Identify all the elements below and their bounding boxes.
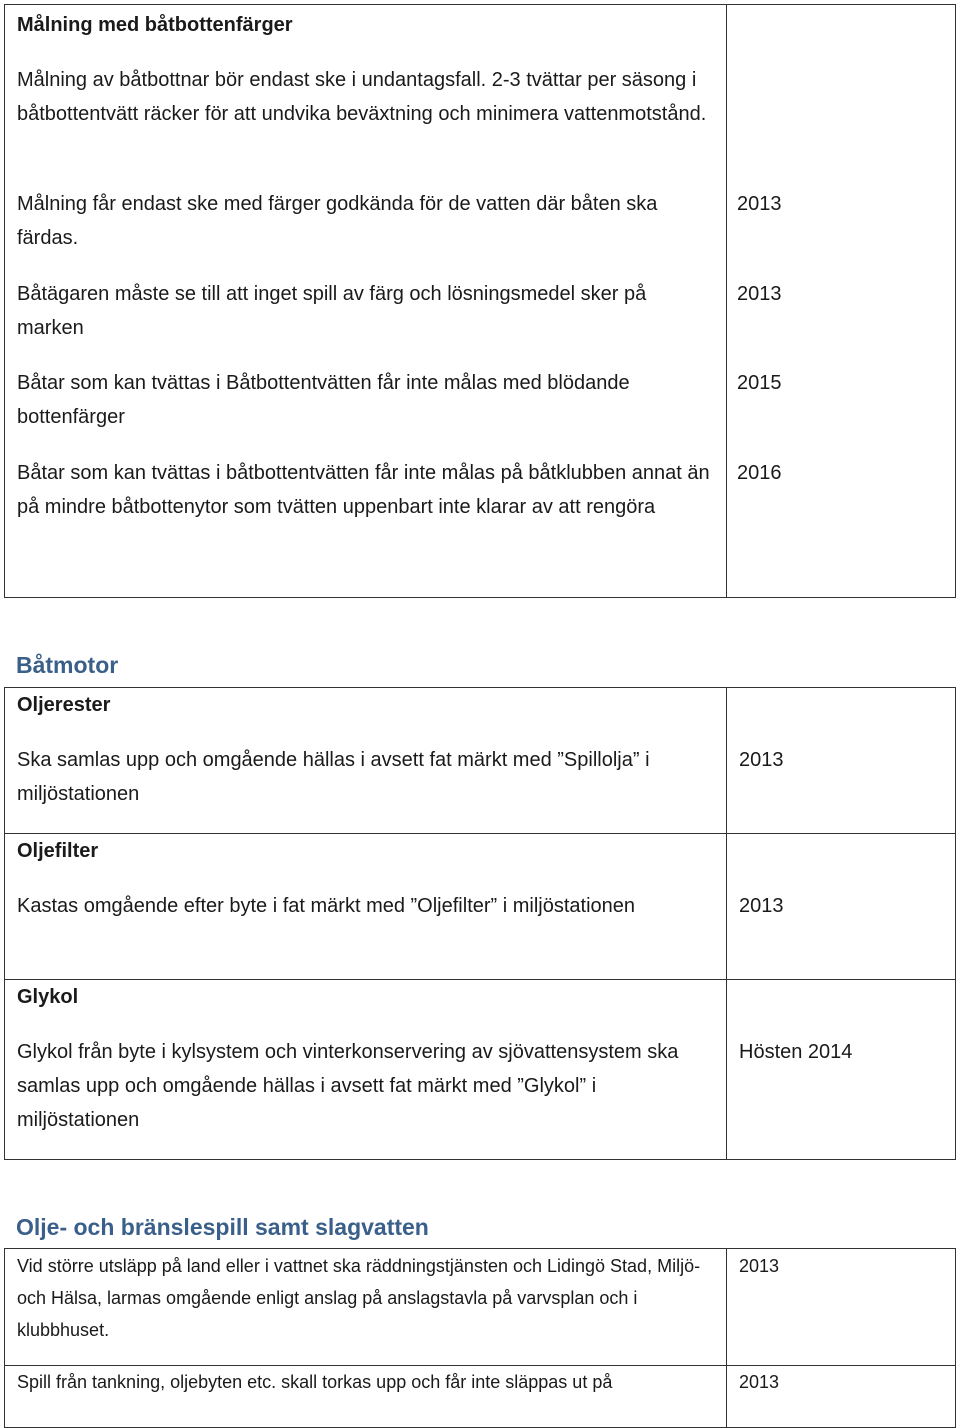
motor-row-title: Oljerester <box>17 694 111 716</box>
painting-heading: Målning med båtbottenfärger <box>17 14 293 36</box>
motor-row-text: Glykol från byte i kylsystem och vinterkonservering av sjövattensystem ska samlas upp och omgående hällas i avsett fat märkt med ”Glykol” i miljöstationen <box>17 1041 679 1131</box>
motor-row-year: Hösten 2014 <box>739 1041 853 1063</box>
painting-year-cell <box>727 5 955 597</box>
motor-row-year: 2013 <box>739 749 784 771</box>
painting-year-1: 2013 <box>737 193 782 215</box>
spill-row <box>5 1365 955 1427</box>
spill-heading: Olje- och bränslespill samt slagvatten <box>16 1214 429 1240</box>
motor-row-text: Ska samlas upp och omgående hällas i avsett fat märkt med ”Spillolja” i miljöstationen <box>17 749 650 805</box>
motor-row-title: Glykol <box>17 986 79 1008</box>
painting-year-3: 2015 <box>737 372 782 394</box>
painting-year-2: 2013 <box>737 283 782 305</box>
painting-intro: Målning av båtbottnar bör endast ske i undantagsfall. 2-3 tvättar per säsong i båtbottentvätt räcker för att undvika beväxtning och minimera vattenmotstånd. <box>17 69 707 125</box>
motor-row <box>5 833 955 979</box>
painting-text-cell <box>5 5 727 597</box>
motor-row <box>5 688 955 833</box>
motor-row-year: 2013 <box>739 895 784 917</box>
motor-row-text: Kastas omgående efter byte i fat märkt med ”Oljefilter” i miljöstationen <box>17 895 636 917</box>
motor-row-title: Oljefilter <box>17 840 99 862</box>
spill-row-year: 2013 <box>739 1256 780 1276</box>
spill-row-text: Vid större utsläpp på land eller i vattnet ska räddningstjänsten och Lidingö Stad, Miljö- och Hälsa, larmas omgående enligt anslag på anslagstavla på varvsplan och i klubbhuset. <box>17 1256 701 1340</box>
painting-year-4: 2016 <box>737 462 782 484</box>
painting-rule-3: Båtar som kan tvättas i Båtbottentvätten får inte målas med blödande bottenfärger <box>17 372 630 428</box>
spill-row-text: Spill från tankning, oljebyten etc. skall torkas upp och får inte släppas ut på <box>17 1372 613 1392</box>
spill-row <box>5 1249 955 1365</box>
motor-heading: Båtmotor <box>16 652 119 678</box>
motor-table <box>4 687 956 1160</box>
spill-table <box>4 1248 956 1428</box>
motor-row <box>5 979 955 1159</box>
painting-rule-2: Båtägaren måste se till att inget spill av färg och lösningsmedel sker på marken <box>17 283 647 339</box>
painting-rule-4: Båtar som kan tvättas i båtbottentvätten får inte målas på båtklubben annat än på mindre båtbottenytor som tvätten uppenbart inte klarar av att rengöra <box>17 462 710 518</box>
spill-row-year: 2013 <box>739 1372 780 1392</box>
painting-table <box>4 4 956 598</box>
painting-rule-1: Målning får endast ske med färger godkända för de vatten där båten ska färdas. <box>17 193 658 249</box>
